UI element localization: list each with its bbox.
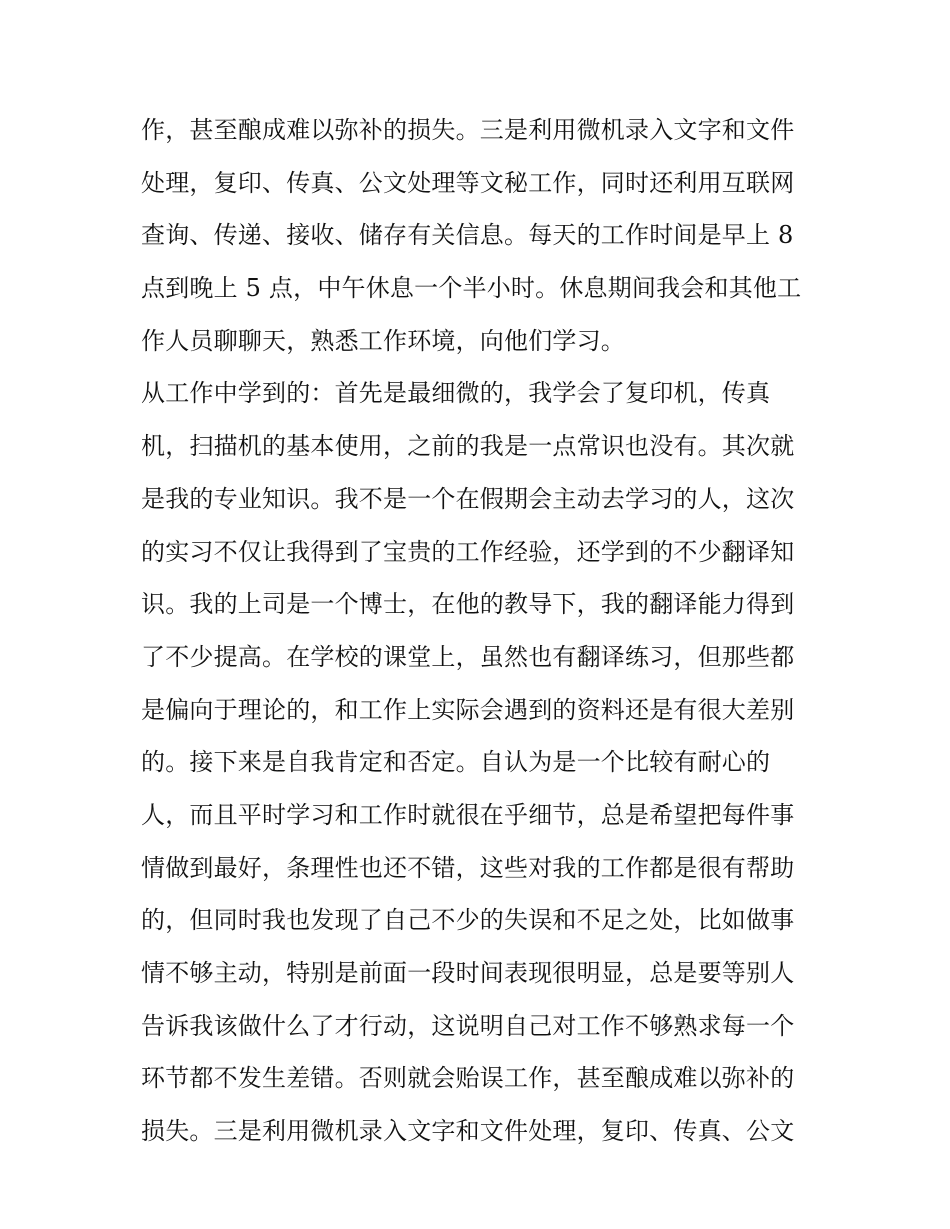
text-line: 是偏向于理论的，和工作上实际会遇到的资料还是有很大差别 [141,695,795,724]
text-line: 点到晚上 5 点，中午休息一个半小时。休息期间我会和其他工 [141,274,802,303]
text-line: 处理，复印、传真、公文处理等文秘工作，同时还利用互联网 [141,168,795,197]
text-line: 作，甚至酿成难以弥补的损失。三是利用微机录入文字和文件 [141,116,795,144]
text-line: 识。我的上司是一个博士，在他的教导下，我的翻译能力得到 [141,590,795,619]
text-line: 情不够主动，特别是前面一段时间表现很明显，总是要等别人 [141,959,795,987]
text-line: 损失。三是利用微机录入文字和文件处理，复印、传真、公文 [141,1117,795,1146]
text-line: 查询、传递、接收、储存有关信息。每天的工作时间是早上 8 [141,221,794,250]
text-line: 了不少提高。在学校的课堂上，虽然也有翻译练习，但那些都 [141,642,795,671]
text-line: 环节都不发生差错。否则就会贻误工作，甚至酿成难以弥补的 [141,1064,795,1093]
body-text [141,104,821,1158]
text-line: 情做到最好，条理性也还不错，这些对我的工作都是很有帮助 [141,853,795,882]
text-line: 从工作中学到的：首先是最细微的，我学会了复印机，传真 [141,379,771,408]
text-line: 作人员聊聊天，熟悉工作环境，向他们学习。 [141,326,625,355]
text-line: 告诉我该做什么了才行动，这说明自己对工作不够熟求每一个 [141,1011,795,1040]
text-line: 的，但同时我也发现了自己不少的失误和不足之处，比如做事 [141,906,795,935]
text-line: 的。接下来是自我肯定和否定。自认为是一个比较有耐心的 [141,748,771,777]
text-line: 是我的专业知识。我不是一个在假期会主动去学习的人，这次 [141,484,795,513]
text-line: 人，而且平时学习和工作时就很在乎细节，总是希望把每件事 [141,800,795,829]
text-line: 机，扫描机的基本使用，之前的我是一点常识也没有。其次就 [141,432,795,461]
text-line: 的实习不仅让我得到了宝贵的工作经验，还学到的不少翻译知 [141,537,795,566]
